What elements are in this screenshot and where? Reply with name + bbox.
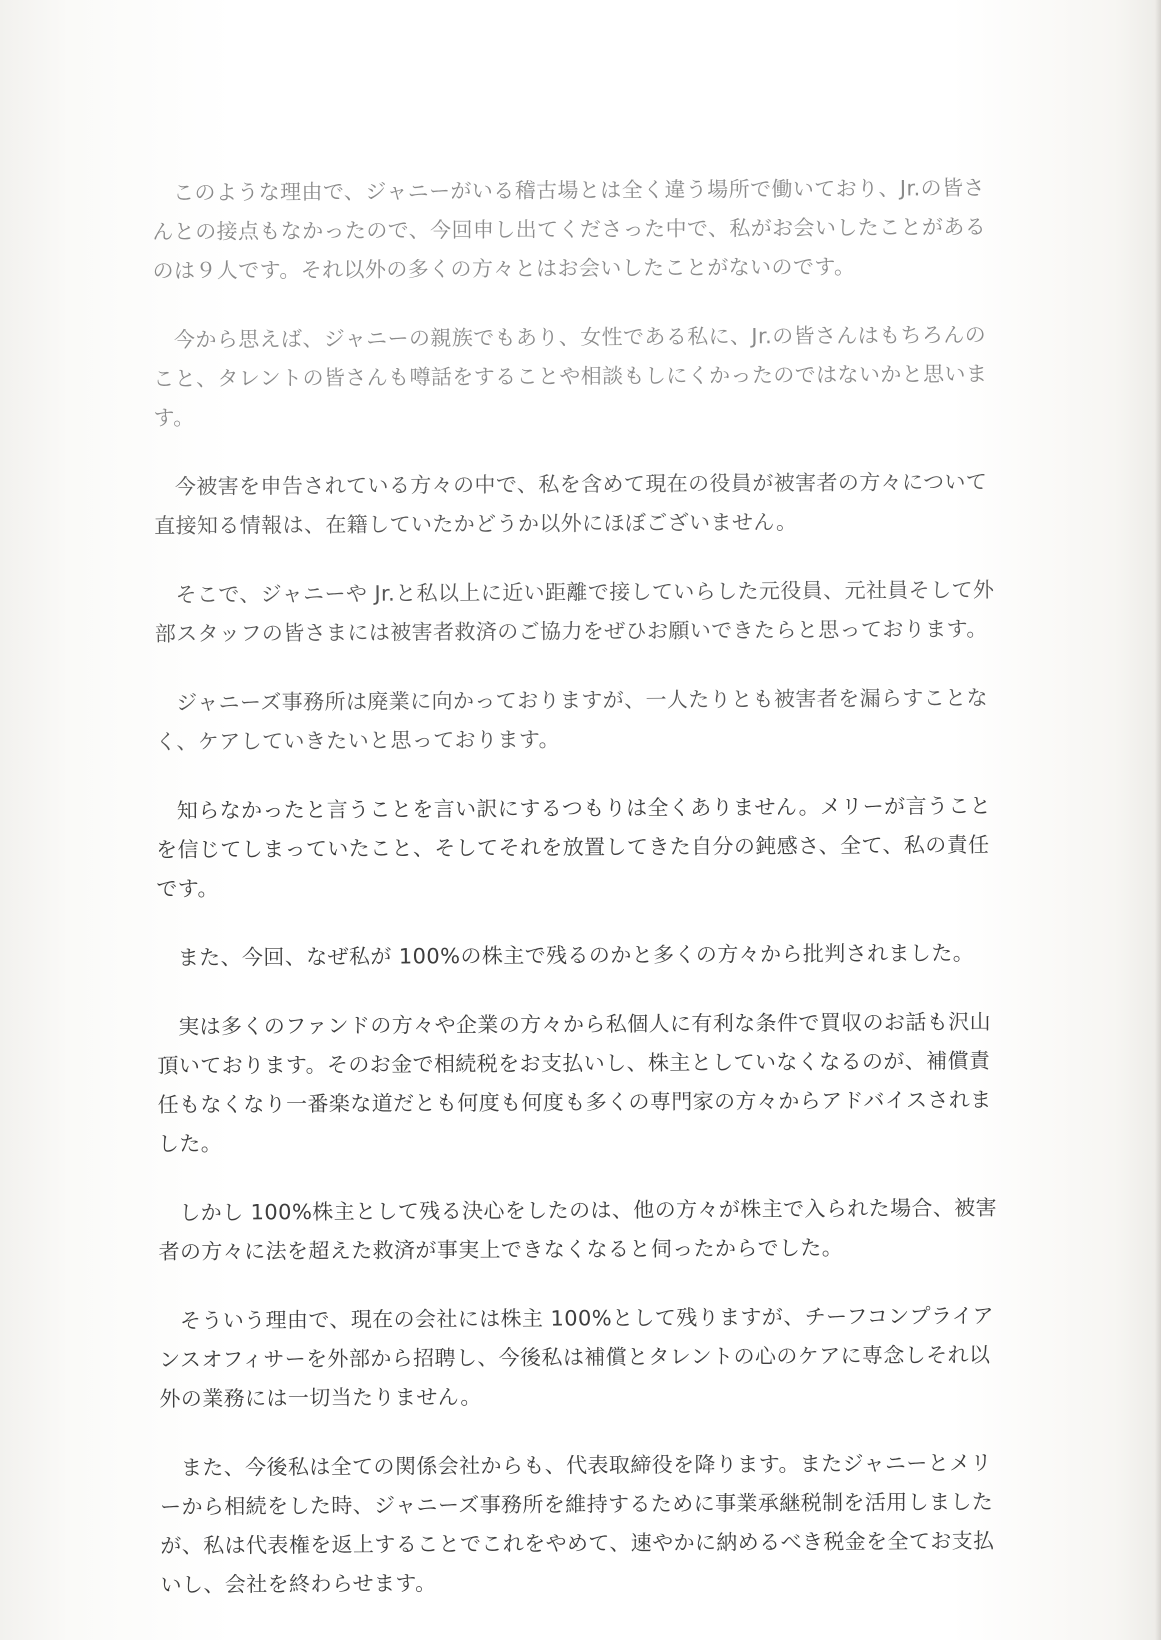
- document-body: [152, 169, 1006, 1635]
- paragraph-2: 今から思えば、ジャニーの親族でもあり、女性である私に、Jr.の皆さんはもちろんのこと、タレントの皆さんも噂話をすることや相談もしにくかったのではないかと思います。: [153, 322, 988, 430]
- paragraph-9: しかし 100%株主として残る決心をしたのは、他の方々が株主で入られた場合、被害者の方々に法を超えた救済が事実上できなくなると伺ったからでした。: [158, 1195, 998, 1264]
- paragraph-10: そういう理由で、現在の会社には株主 100%として残りますが、チーフコンプライアンスオフィサーを外部から招聘し、今後私は補償とタレントの心のケアに専念しそれ以外の業務には一切当たりません。: [159, 1303, 995, 1411]
- paragraph-7: また、今回、なぜ私が 100%の株主で残るのかと多くの方々から批判されました。: [177, 940, 975, 970]
- paragraph-4: そこで、ジャニーや Jr.と私以上に近い距離で接していらした元役員、元社員そして外部スタッフの皆さまには被害者救済のご協力をぜひお願いできたらと思っております。: [154, 577, 995, 646]
- paragraph-11: また、今後私は全ての関係会社からも、代表取締役を降ります。またジャニーとメリーから相続をした時、ジャニーズ事務所を維持するために事業承継税制を活用しましたが、私は代表権を返上することでこれをやめて、速やかに納めるべき税金を全てお支払いし、会社を終わらせます。: [160, 1450, 995, 1597]
- paragraph-1: このような理由で、ジャニーがいる稽古場とは全く違う場所で働いており、Jr.の皆さんとの接点もなかったので、今回申し出てくださった中で、私がお会いしたことがあるのは９人です。それ以外の多くの方々とはお会いしたことがないのです。: [152, 175, 987, 283]
- paragraph-5: ジャニーズ事務所は廃業に向かっておりますが、一人たりとも被害者を漏らすことなく、ケアしていきたいと思っております。: [155, 685, 989, 754]
- paragraph-3: 今被害を申告されている方々の中で、私を含めて現在の役員が被害者の方々について直接知る情報は、在籍していたかどうか以外にほぼございません。: [154, 469, 988, 538]
- paragraph-6: 知らなかったと言うことを言い訳にするつもりは全くありません。メリーが言うことを信じてしまっていたこと、そしてそれを放置してきた自分の鈍感さ、全て、私の責任です。: [156, 793, 992, 901]
- paragraph-8: 実は多くのファンドの方々や企業の方々から私個人に有利な条件で買収のお話も沢山頂いております。そのお金で相続税をお支払いし、株主としていなくなるのが、補償責任もなくなり一番楽な道だとも何度も何度も多くの専門家の方々からアドバイスされました。: [157, 1009, 992, 1156]
